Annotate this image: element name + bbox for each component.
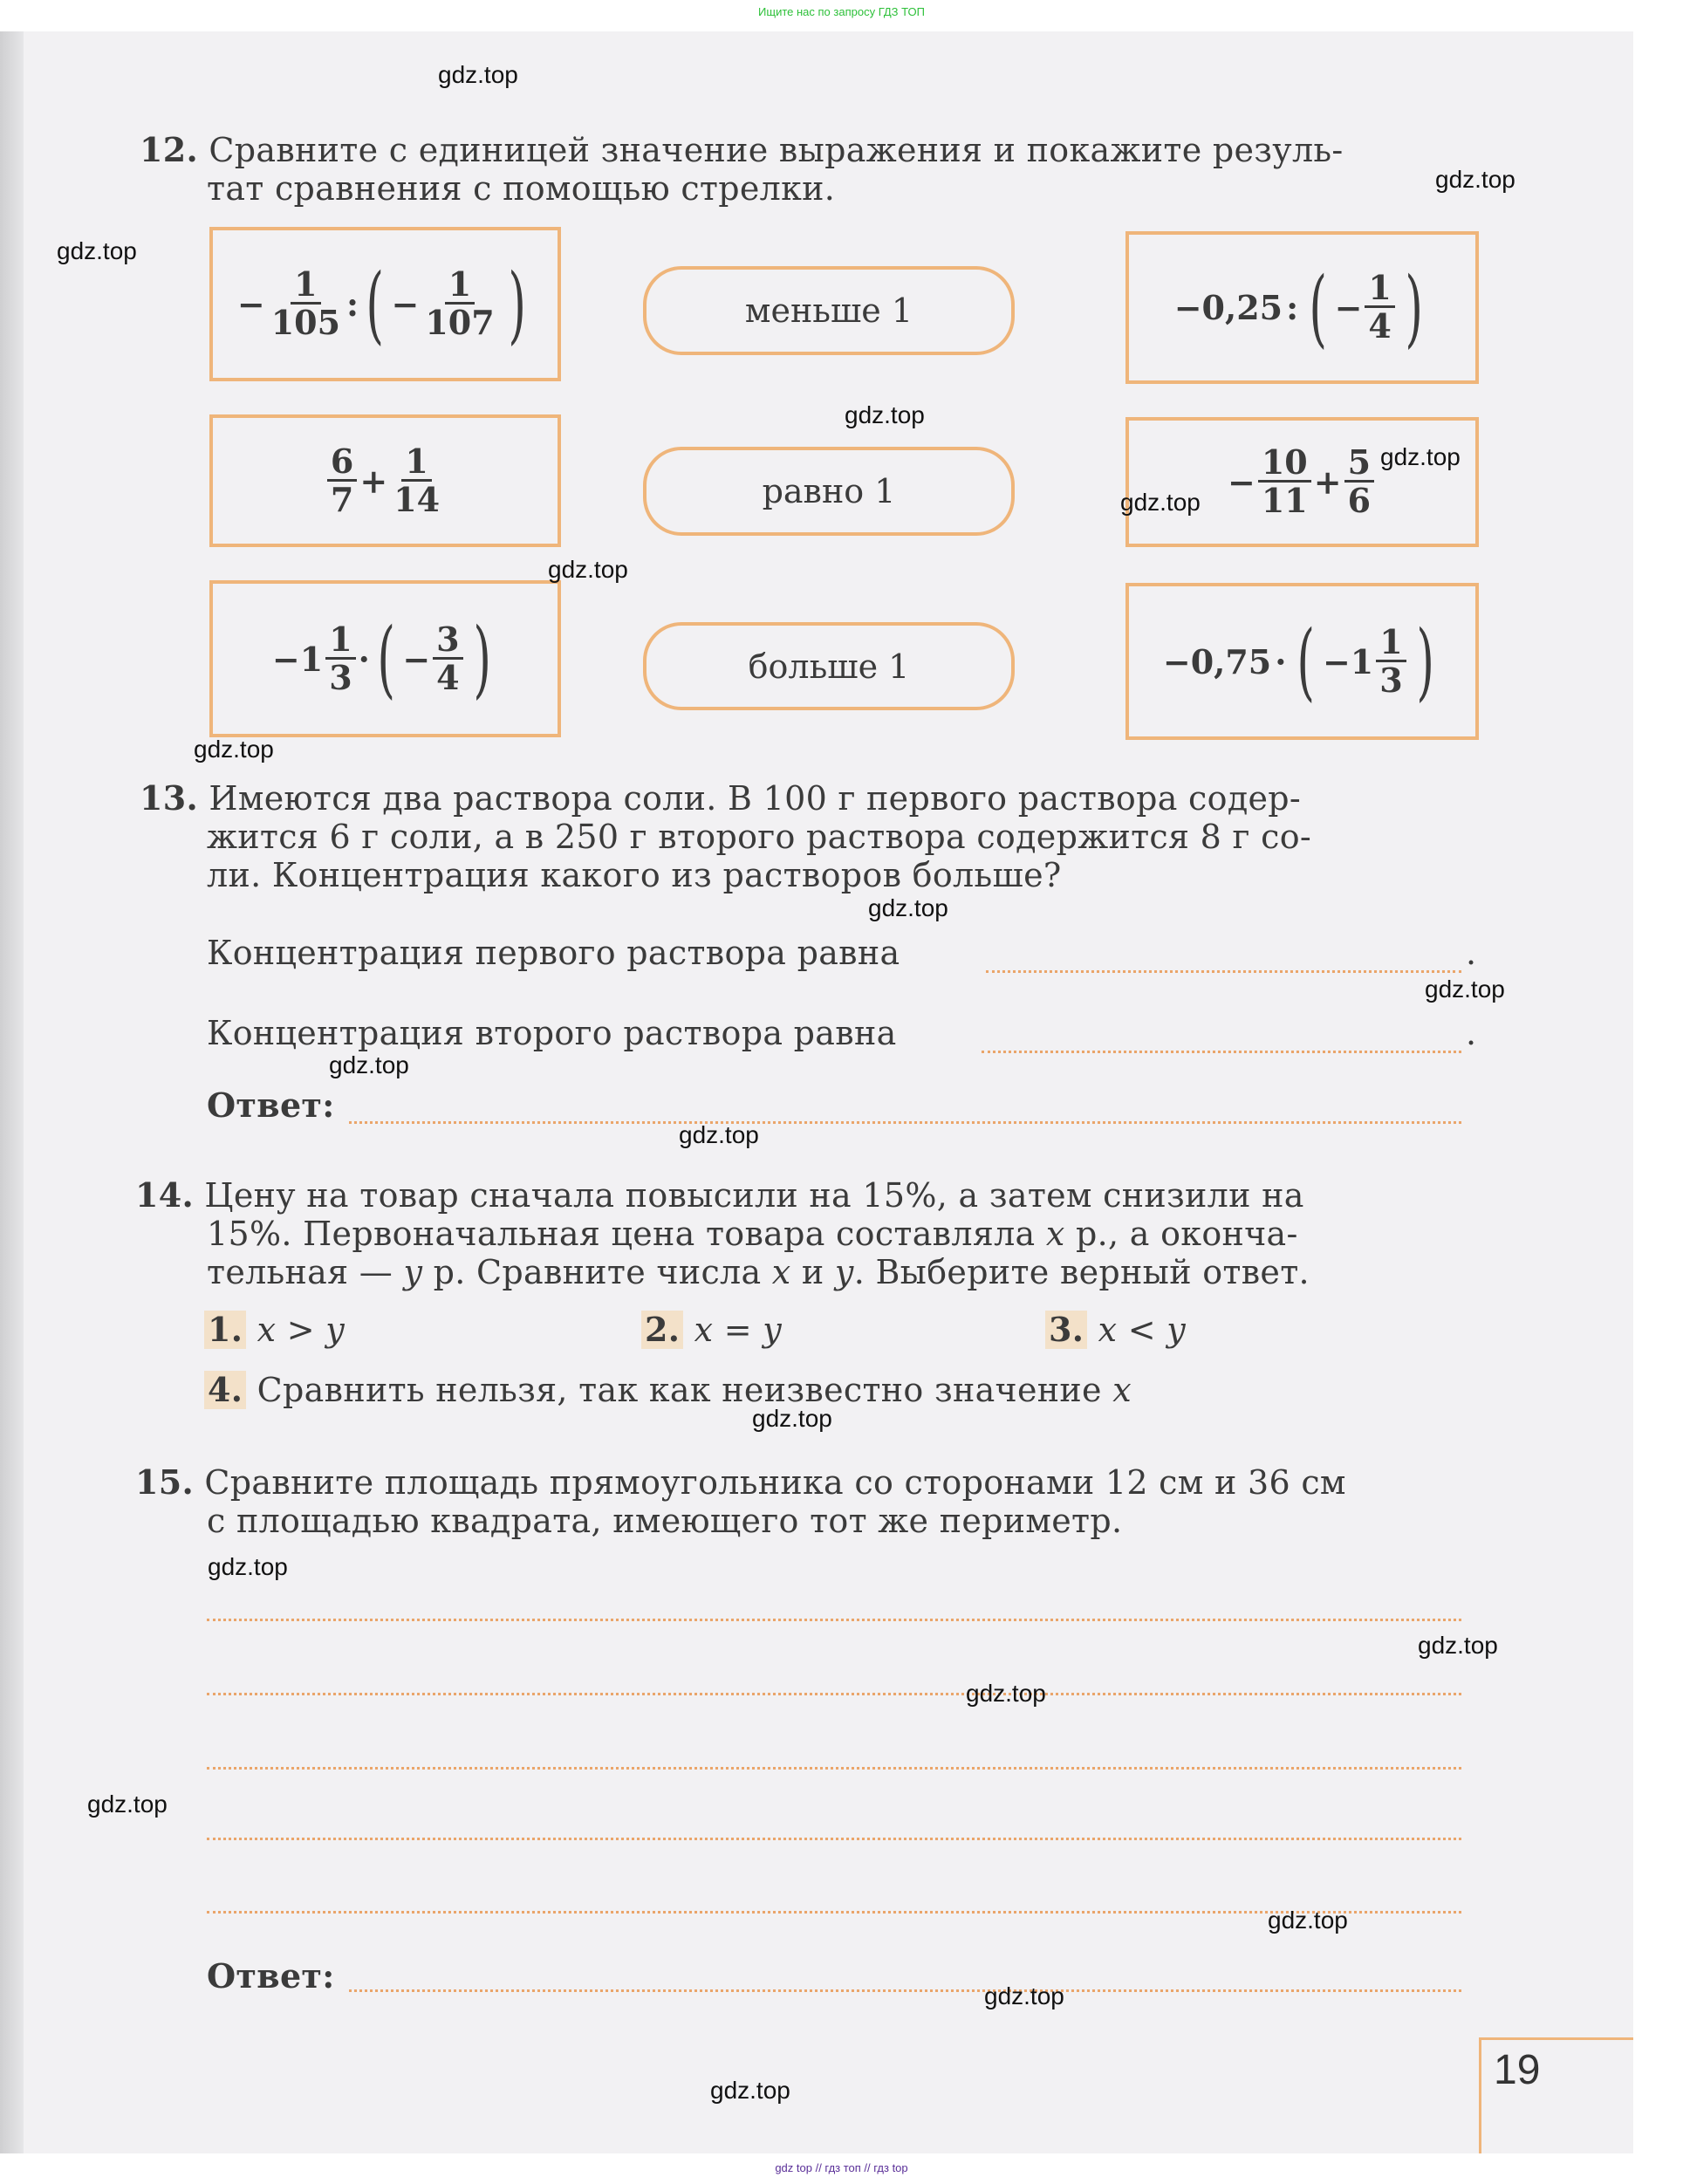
problem-15-line2: с площадью квадрата, имеющего тот же периметр. xyxy=(207,1502,1123,1540)
watermark: gdz.top xyxy=(752,1405,832,1432)
left-paren: ( xyxy=(1309,258,1328,357)
concentration-first-period: . xyxy=(1466,934,1477,972)
left-paren: ( xyxy=(1296,613,1316,710)
watermark: gdz.top xyxy=(1418,1632,1498,1659)
footer-links: gdz top // гдз топ // гдз top xyxy=(775,2161,908,2174)
solution-line-3[interactable] xyxy=(207,1767,1461,1770)
solution-line-4[interactable] xyxy=(207,1838,1461,1840)
right-paren: ) xyxy=(508,255,526,353)
left-paren: ( xyxy=(377,610,395,708)
right-paren: ) xyxy=(473,610,491,708)
expression-box-left-2[interactable]: $\frac{6}{7}$ + $\frac{1}{14}$ xyxy=(209,414,561,547)
problem-14-line2: 15%. Первоначальная цена товара составляла x р., а оконча- xyxy=(207,1215,1298,1253)
concentration-second-input[interactable] xyxy=(982,1051,1461,1053)
watermark: gdz.top xyxy=(679,1121,759,1148)
watermark: gdz.top xyxy=(984,1982,1064,2009)
solution-line-2[interactable] xyxy=(207,1693,1461,1695)
page-number: 19 xyxy=(1494,2047,1541,2093)
watermark: gdz.top xyxy=(208,1553,288,1580)
watermark: gdz.top xyxy=(57,237,137,264)
watermark: gdz.top xyxy=(1435,166,1515,193)
option-2[interactable]: 2. x = y xyxy=(641,1311,782,1349)
problem-12-line1: 12. Сравните с единицей значение выражения и покажите резуль- xyxy=(140,130,1344,169)
concentration-first-input[interactable] xyxy=(986,970,1461,973)
page-gutter-shadow xyxy=(0,31,24,2153)
problem-14-line3: тельная — y р. Сравните числа x и y. Выберите верный ответ. xyxy=(207,1253,1310,1291)
option-4[interactable]: 4. Сравнить нельзя, так как неизвестно значение x xyxy=(204,1371,1132,1409)
problem-13-line2: жится 6 г соли, а в 250 г второго раствора содержится 8 г со- xyxy=(207,818,1312,856)
left-paren: ( xyxy=(366,255,385,353)
watermark: gdz.top xyxy=(438,61,518,88)
expression-box-right-2[interactable]: − $\frac{10}{11}$ + $\frac{5}{6}$ xyxy=(1125,417,1479,547)
problem-15-line1: 15. Сравните площадь прямоугольника со сторонами 12 см и 36 см xyxy=(135,1462,1346,1502)
watermark: gdz.top xyxy=(548,556,628,583)
problem-15-number: 15. xyxy=(135,1462,195,1502)
expression-box-left-1[interactable]: − $\frac{1}{105}$ : ( − $\frac{1}{107}$ ) xyxy=(209,227,561,381)
watermark: gdz.top xyxy=(87,1790,168,1818)
problem-12-number: 12. xyxy=(140,130,199,169)
watermark: gdz.top xyxy=(845,401,925,428)
expression-box-left-3[interactable]: −1 $\frac{1}{3}$ · ( − $\frac{3}{4}$ ) xyxy=(209,580,561,737)
pill-less-than-one[interactable]: меньше 1 xyxy=(643,266,1015,355)
problem-13-answer-label: Ответ: xyxy=(207,1085,335,1125)
problem-14-number: 14. xyxy=(135,1175,195,1215)
watermark: gdz.top xyxy=(194,736,274,763)
option-3[interactable]: 3. x < y xyxy=(1045,1311,1186,1349)
problem-15-answer-label: Ответ: xyxy=(207,1956,335,1996)
solution-line-1[interactable] xyxy=(207,1619,1461,1621)
right-paren: ) xyxy=(1405,258,1423,357)
watermark: gdz.top xyxy=(1380,443,1461,470)
concentration-second-period: . xyxy=(1466,1014,1477,1052)
top-banner: Ищите нас по запросу ГДЗ ТОП xyxy=(758,5,925,18)
watermark: gdz.top xyxy=(1120,489,1201,516)
concentration-first-label: Концентрация первого раствора равна xyxy=(207,934,900,972)
pill-equal-one[interactable]: равно 1 xyxy=(643,447,1015,536)
pill-greater-than-one[interactable]: больше 1 xyxy=(643,622,1015,710)
concentration-second-label: Концентрация второго раствора равна xyxy=(207,1014,897,1052)
problem-13-number: 13. xyxy=(140,778,199,818)
watermark: gdz.top xyxy=(966,1680,1046,1707)
expression-box-right-1[interactable]: −0,25 : ( − $\frac{1}{4}$ ) xyxy=(1125,231,1479,384)
problem-13-line1: 13. Имеются два раствора соли. В 100 г первого раствора содер- xyxy=(140,778,1302,818)
problem-15-answer-input[interactable] xyxy=(349,1989,1461,1992)
watermark: gdz.top xyxy=(710,2077,790,2104)
problem-13-answer-input[interactable] xyxy=(349,1121,1461,1124)
expression-box-right-3[interactable]: −0,75 · ( −1 $\frac{1}{3}$ ) xyxy=(1125,583,1479,740)
watermark: gdz.top xyxy=(329,1051,409,1078)
watermark: gdz.top xyxy=(1425,976,1505,1003)
right-paren: ) xyxy=(1416,613,1434,710)
watermark: gdz.top xyxy=(868,894,948,921)
problem-13-line3: ли. Концентрация какого из растворов больше? xyxy=(207,856,1062,894)
problem-12-line2: тат сравнения с помощью стрелки. xyxy=(207,169,836,208)
option-1[interactable]: 1. x > y xyxy=(204,1311,345,1349)
problem-14-line1: 14. Цену на товар сначала повысили на 15%, а затем снизили на xyxy=(135,1175,1304,1215)
watermark: gdz.top xyxy=(1268,1907,1348,1934)
